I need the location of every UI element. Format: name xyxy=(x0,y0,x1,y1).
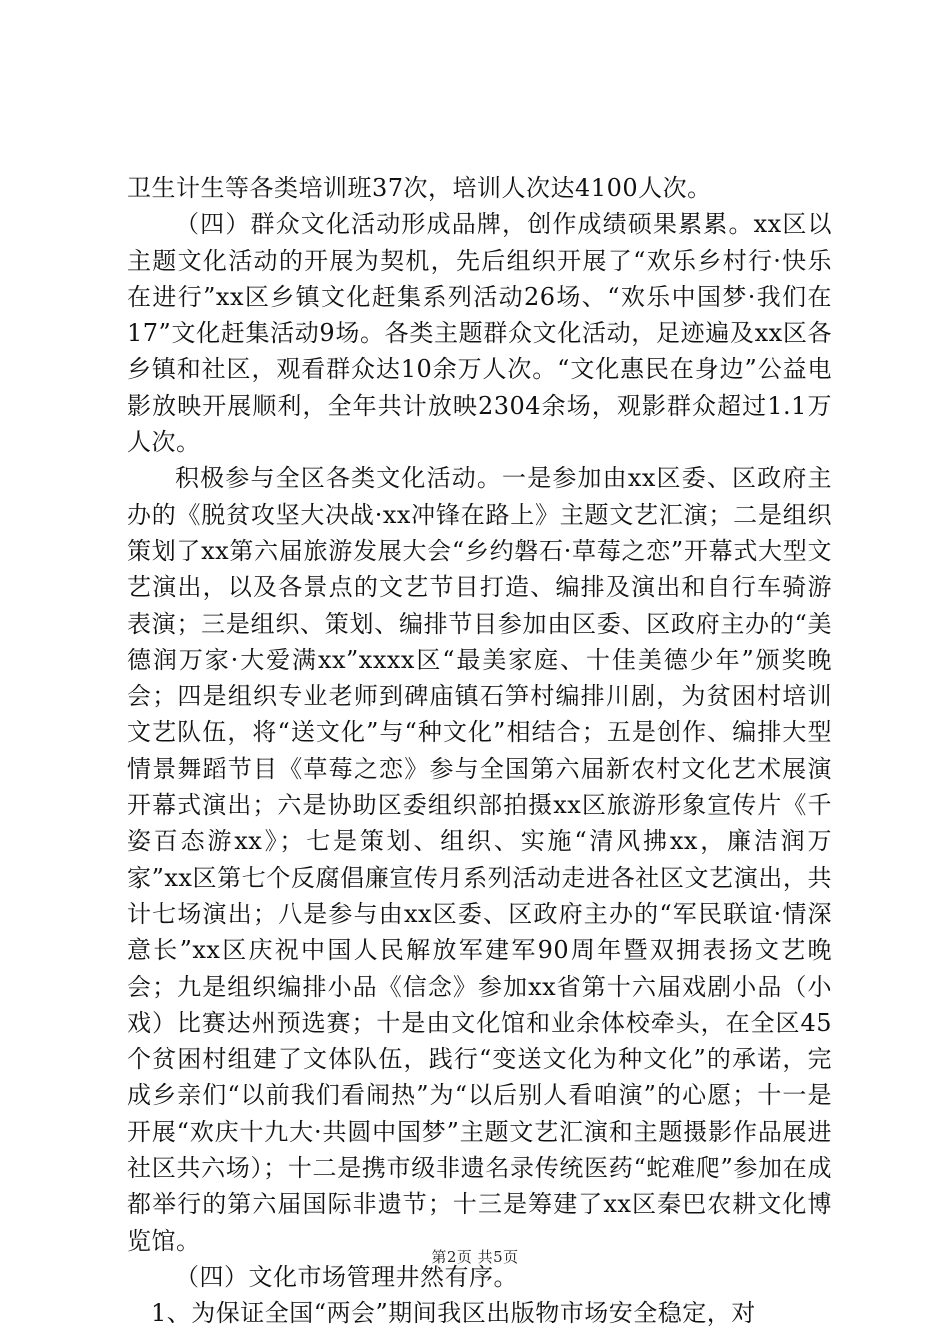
paragraph-market-heading: （四）文化市场管理井然有序。 xyxy=(175,1262,518,1291)
paragraph-market-item-1: 1、为保证全国“两会”期间我区出版物市场安全稳定，对 xyxy=(151,1299,756,1328)
paragraph-cultural-activities: 积极参与全区各类文化活动。一是参加由xx区委、区政府主办的《脱贫攻坚大决战·xx冲锋在路上》主题文艺汇演；二是组织策划了xx第六届旅游发展大会“乡约磐石·草莓之恋”开幕式大型文艺演出，以及各景点的文艺节目打造、编排及演出和自行车骑游表演；三是组织、策划、编排节目参加由区委、区政府主办的“美德润万家·大爱满xx”xxxx区“最美家庭、十佳美德少年”颁奖晚会；四是组织专业老师到碑庙镇石笋村编排川剧，为贫困村培训文艺队伍，将“送文化”与“种文化”相结合；五是创作、编排大型情景舞蹈节目《草莓之恋》参与全国第六届新农村文化艺术展演开幕式演出；六是协助区委组织部拍摄xx区旅游形象宣传片《千姿百态游xx》；七是策划、组织、实施“清风拂xx，廉洁润万家”xx区第七个反腐倡廉宣传月系列活动走进各社区文艺演出，共计七场演出；八是参与由xx区委、区政府主办的“军民联谊·情深意长”xx区庆祝中国人民解放军建军90周年暨双拥表扬文艺晚会；九是组织编排小品《信念》参加xx省第十六届戏剧小品（小戏）比赛达州预选赛；十是由文化馆和业余体校牵头，在全区45个贫困村组建了文体队伍，践行“变送文化为种文化”的承诺，完成乡亲们“以前我们看闹热”为“以后别人看咱演”的心愿；十一是开展“欢庆十九大·共圆中国梦”主题文艺汇演和主题摄影作品展进社区共六场）；十二是携市级非遗名录传统医药“蛇难爬”参加在成都举行的第六届国际非遗节；十三是筹建了xx区秦巴农耕文化博览馆。 xyxy=(127,464,832,1255)
paragraph-training-summary: 卫生计生等各类培训班37次，培训人次达4100人次。 xyxy=(127,174,712,202)
paragraph-mass-culture: （四）群众文化活动形成品牌，创作成绩硕果累累。xx区以主题文化活动的开展为契机，先后组织开展了“欢乐乡村行·快乐在进行”xx区乡镇文化赶集系列活动26场、“欢乐中国梦·我们在17”文化赶集活动9场。各类主题群众文化活动，足迹遍及xx区各乡镇和社区，观看群众达10余万人次。“文化惠民在身边”公益电影放映开展顺利，全年共计放映2304余场，观影群众超过1.1万人次。 xyxy=(127,210,832,457)
page-number-footer: 第2页 共5页 xyxy=(431,1248,519,1266)
document-body xyxy=(127,170,832,1332)
